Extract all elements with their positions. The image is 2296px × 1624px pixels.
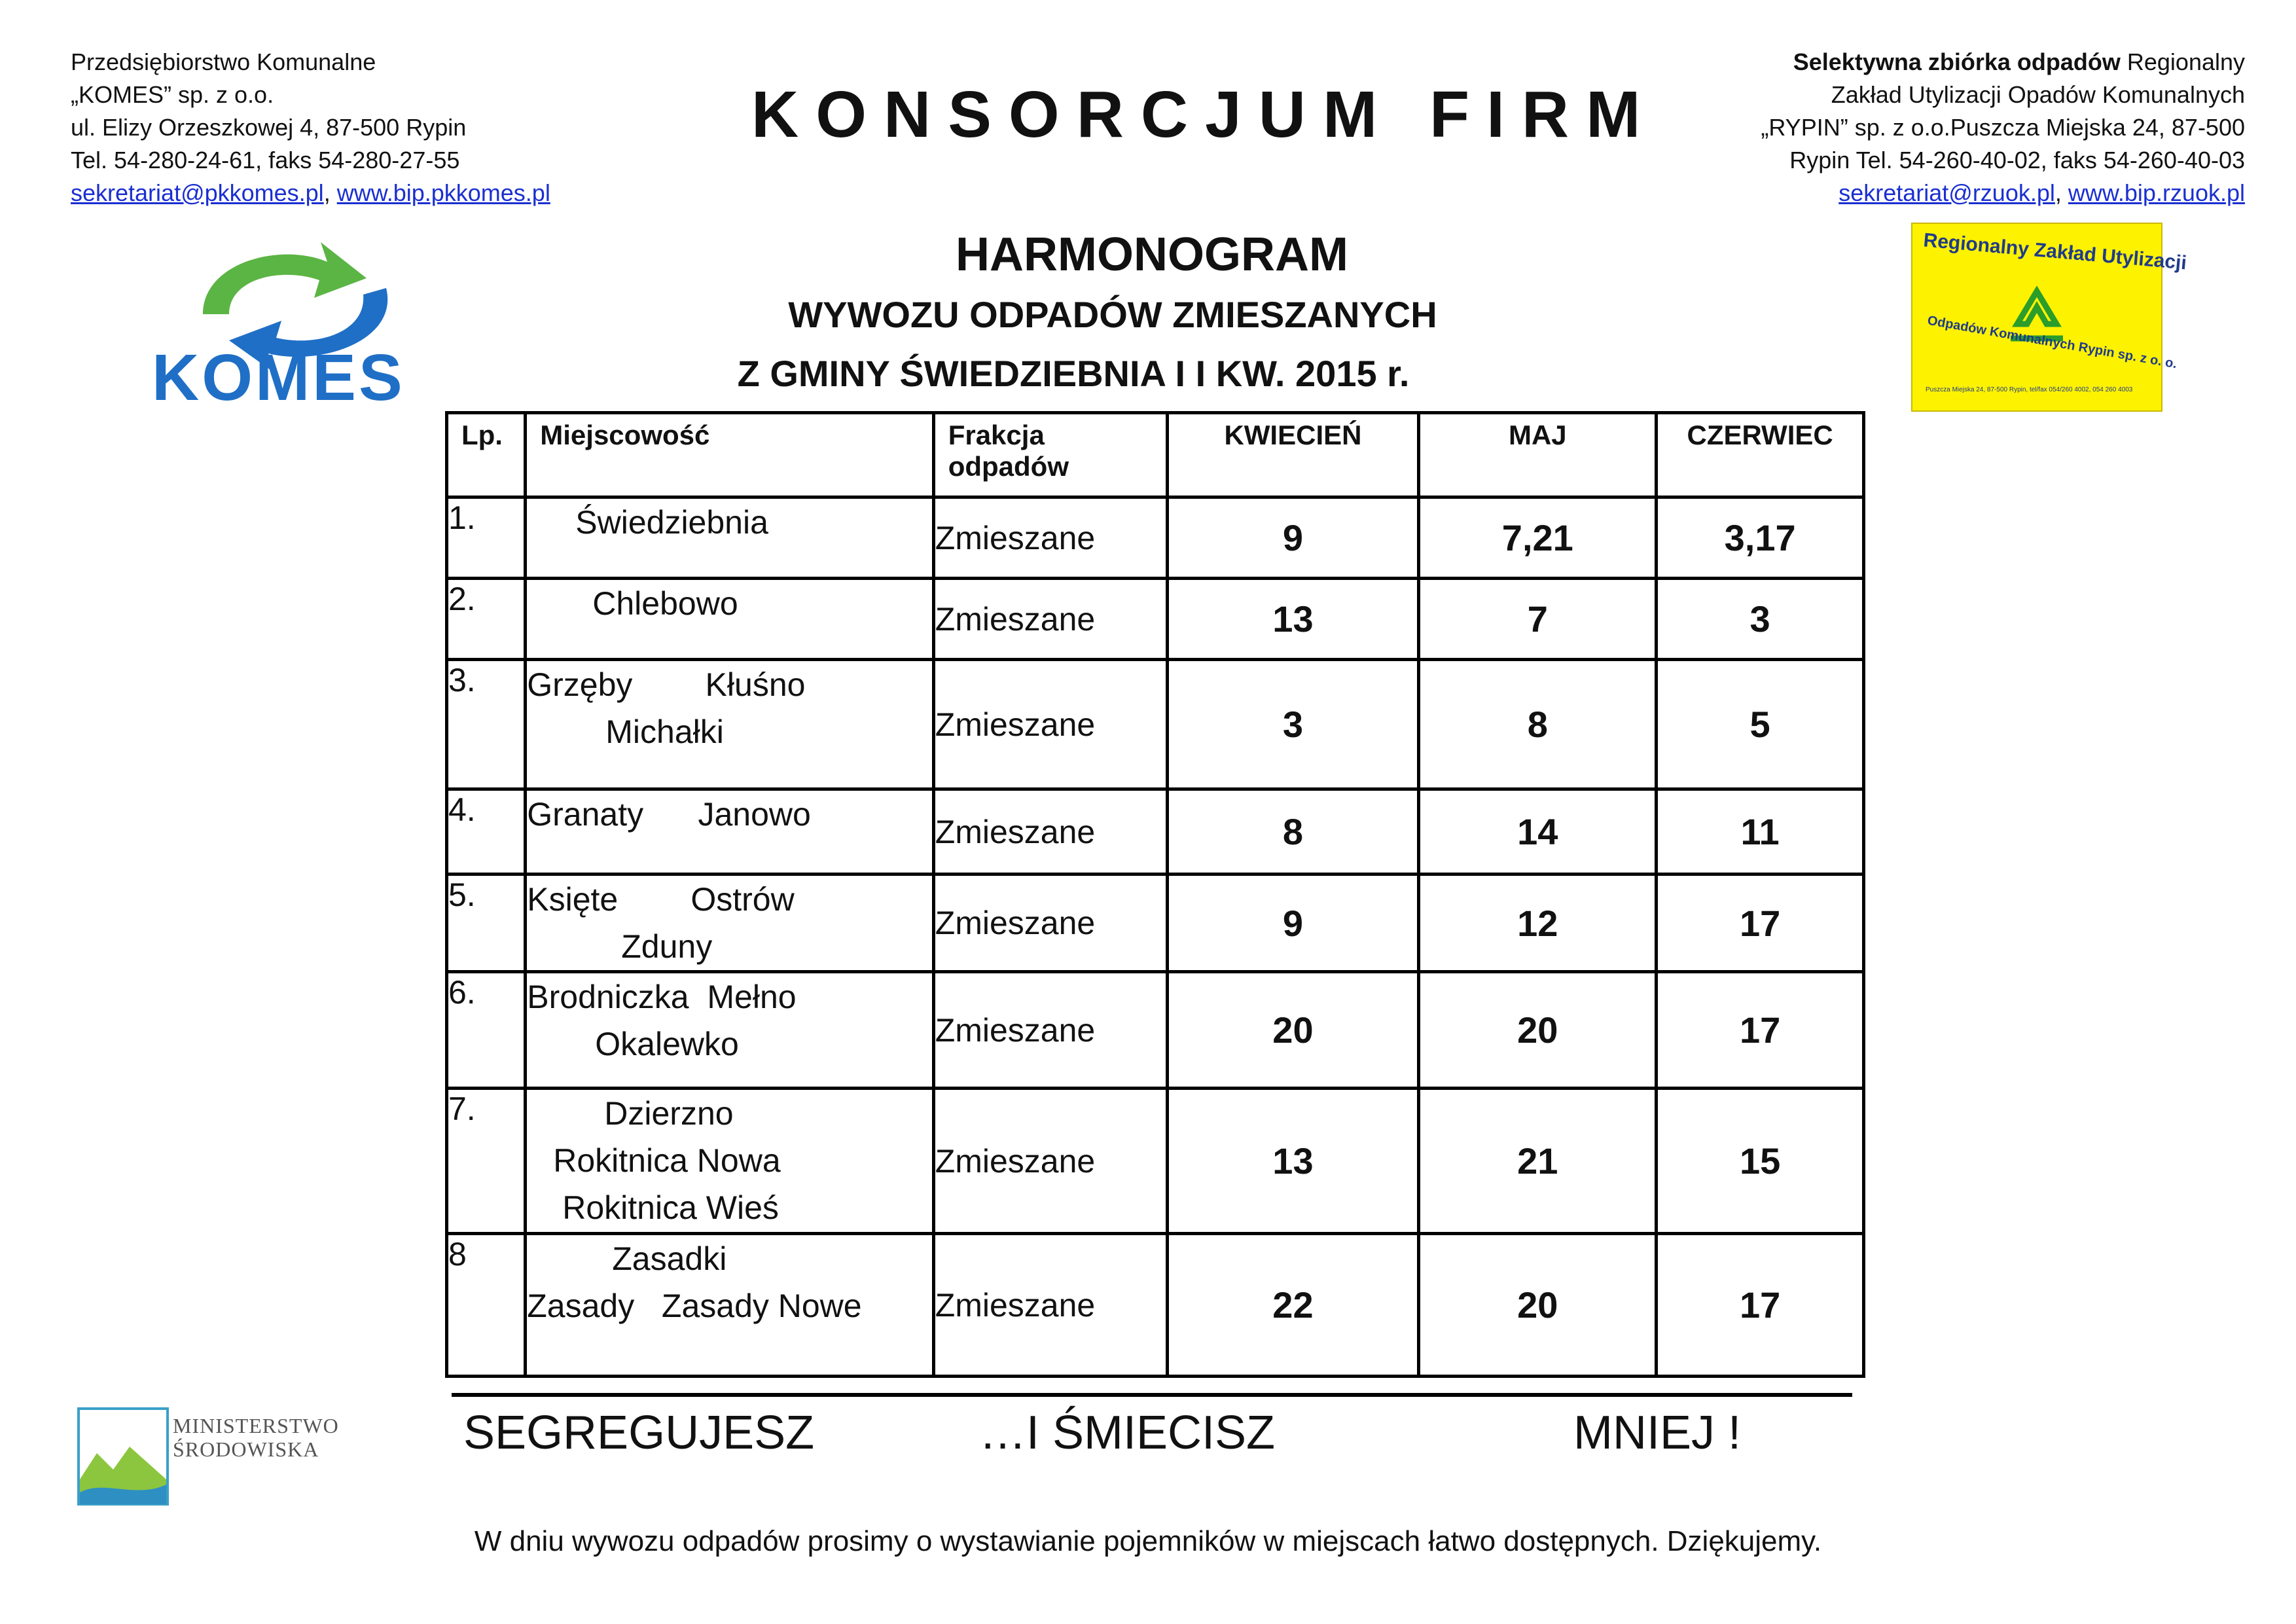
komes-contact-links [71,177,550,209]
row-number: 1. [447,497,526,579]
rzuok-line1 [1761,46,2245,79]
row-june: 11 [1657,789,1864,875]
row-june: 17 [1657,1234,1864,1377]
row-locality [526,972,933,1089]
row-may: 8 [1419,660,1657,789]
row-april: 13 [1167,579,1419,660]
rzuok-links-separator: , [2054,179,2068,206]
locality-line: Michałki [605,713,724,750]
row-fraction: Zmieszane [933,1089,1167,1234]
header-april: KWIECIEŃ [1167,413,1419,497]
ministry-environment-logo-icon [77,1407,169,1506]
ministry-name [173,1414,339,1461]
rzuok-line1-bold: Selektywna zbiórka odpadów [1793,48,2121,75]
row-april: 20 [1167,972,1419,1089]
row-april: 13 [1167,1089,1419,1234]
row-april: 3 [1167,660,1419,789]
komes-web-link[interactable]: www.bip.pkkomes.pl [336,179,550,206]
komes-street: ul. Elizy Orzeszkowej 4, 87-500 Rypin [71,114,467,141]
locality-line: Rokitnica Wieś [562,1189,779,1226]
ministry-name-line2: ŚRODOWISKA [173,1437,319,1461]
locality-line: Zasadki [612,1240,727,1277]
row-june: 5 [1657,660,1864,789]
komes-company-name: „KOMES” sp. z o.o. [71,81,274,108]
row-number: 5. [447,875,526,972]
komes-logo-text: KOMES [152,341,405,414]
locality-line: Okalewko [595,1026,739,1062]
row-may: 7 [1419,579,1657,660]
footer-note: W dniu wywozu odpadów prosimy o wystawianie pojemników w miejscach łatwo dostępnych. Dziękujemy. [474,1525,1822,1557]
header-fraction-line1: Frakcja [948,420,1045,450]
header-june: CZERWIEC [1657,413,1864,497]
row-april: 9 [1167,497,1419,579]
row-may: 20 [1419,972,1657,1089]
row-locality [526,1234,933,1377]
row-fraction: Zmieszane [933,497,1167,579]
row-fraction: Zmieszane [933,875,1167,972]
slogan-part-2: …I ŚMIECISZ [979,1407,1276,1459]
row-april: 22 [1167,1234,1419,1377]
rzuok-line1-rest: Regionalny [2120,48,2245,75]
row-may: 12 [1419,875,1657,972]
rzuok-logo-top-text: Regionalny Zakład Utylizacji [1922,229,2188,274]
table-row [447,1089,1864,1234]
row-locality [526,789,933,875]
header-fraction [933,413,1167,497]
row-number: 6. [447,972,526,1089]
rzuok-logo-bottom-text: Puszcza Miejska 24, 87-500 Rypin, tel/fax 054/260 4002, 054 260 4003 [1926,386,2133,393]
row-may: 7,21 [1419,497,1657,579]
rzuok-logo [1911,223,2188,412]
rzuok-contact-links [1761,177,2245,209]
row-april: 8 [1167,789,1419,875]
locality-line: Dzierzno [604,1095,734,1132]
locality-line: Zasady Zasady Nowe [527,1288,862,1324]
row-fraction: Zmieszane [933,972,1167,1089]
rzuok-line3: „RYPIN” sp. z o.o.Puszcza Miejska 24, 87-500 [1761,114,2245,141]
header-lp: Lp. [447,413,526,497]
locality-line: Brodniczka Mełno [527,979,797,1015]
rzuok-email-link[interactable]: sekretariat@rzuok.pl [1839,179,2055,206]
locality-line: Świedziebnia [575,504,768,541]
row-number: 8 [447,1234,526,1377]
schedule-period: Z GMINY ŚWIEDZIEBNIA I I KW. 2015 r. [737,353,1410,394]
row-june: 17 [1657,875,1864,972]
ministry-name-line1: MINISTERSTWO [173,1414,339,1437]
row-fraction: Zmieszane [933,660,1167,789]
row-may: 21 [1419,1089,1657,1234]
row-fraction: Zmieszane [933,789,1167,875]
table-row [447,789,1864,875]
row-number: 2. [447,579,526,660]
locality-line: Grzęby Kłuśno [527,666,806,703]
table-row [447,579,1864,660]
komes-phone: Tel. 54-280-24-61, faks 54-280-27-55 [71,147,460,173]
row-number: 7. [447,1089,526,1234]
table-row [447,875,1864,972]
row-may: 14 [1419,789,1657,875]
row-locality [526,1089,933,1234]
locality-line: Chlebowo [592,585,738,622]
table-row [447,660,1864,789]
row-june: 3,17 [1657,497,1864,579]
row-number: 4. [447,789,526,875]
table-header-row [447,413,1864,497]
row-june: 15 [1657,1089,1864,1234]
row-may: 20 [1419,1234,1657,1377]
komes-links-separator: , [323,179,337,206]
row-fraction: Zmieszane [933,579,1167,660]
row-fraction: Zmieszane [933,1234,1167,1377]
slogan-part-1: SEGREGUJESZ [463,1407,815,1459]
row-number: 3. [447,660,526,789]
slogan-part-3: MNIEJ ! [1573,1407,1742,1459]
komes-address-block [71,46,550,209]
row-locality [526,497,933,579]
row-locality [526,875,933,972]
table-row [447,972,1864,1089]
locality-line: Rokitnica Nowa [553,1142,781,1179]
header-locality: Miejscowość [526,413,933,497]
rzuok-line2: Zakład Utylizacji Opadów Komunalnych [1831,81,2245,108]
table-row [447,497,1864,579]
row-locality [526,660,933,789]
slogan-divider [452,1393,1852,1397]
rzuok-line4: Rypin Tel. 54-260-40-02, faks 54-260-40-03 [1789,147,2245,173]
table-row [447,1234,1864,1377]
locality-line: Zduny [621,928,713,965]
schedule-subheading: WYWOZU ODPADÓW ZMIESZANYCH [788,294,1437,335]
row-locality [526,579,933,660]
rzuok-address-block [1761,46,2245,209]
row-june: 3 [1657,579,1864,660]
locality-line: Księte Ostrów [527,881,795,918]
locality-line: Granaty Janowo [527,796,811,833]
consortium-title: KONSORCJUM FIRM [751,78,1658,151]
row-june: 17 [1657,972,1864,1089]
collection-schedule-table [445,411,1865,1378]
header-fraction-line2: odpadów [948,451,1069,482]
komes-email-link[interactable]: sekretariat@pkkomes.pl [71,179,324,206]
header-may: MAJ [1419,413,1657,497]
rzuok-web-link[interactable]: www.bip.rzuok.pl [2068,179,2245,206]
schedule-heading: HARMONOGRAM [956,228,1348,281]
komes-company-type: Przedsiębiorstwo Komunalne [71,48,376,75]
row-april: 9 [1167,875,1419,972]
rzuok-logo-mid-text: Odpadów Komunalnych Rypin sp. z o. o. [1926,313,2178,372]
